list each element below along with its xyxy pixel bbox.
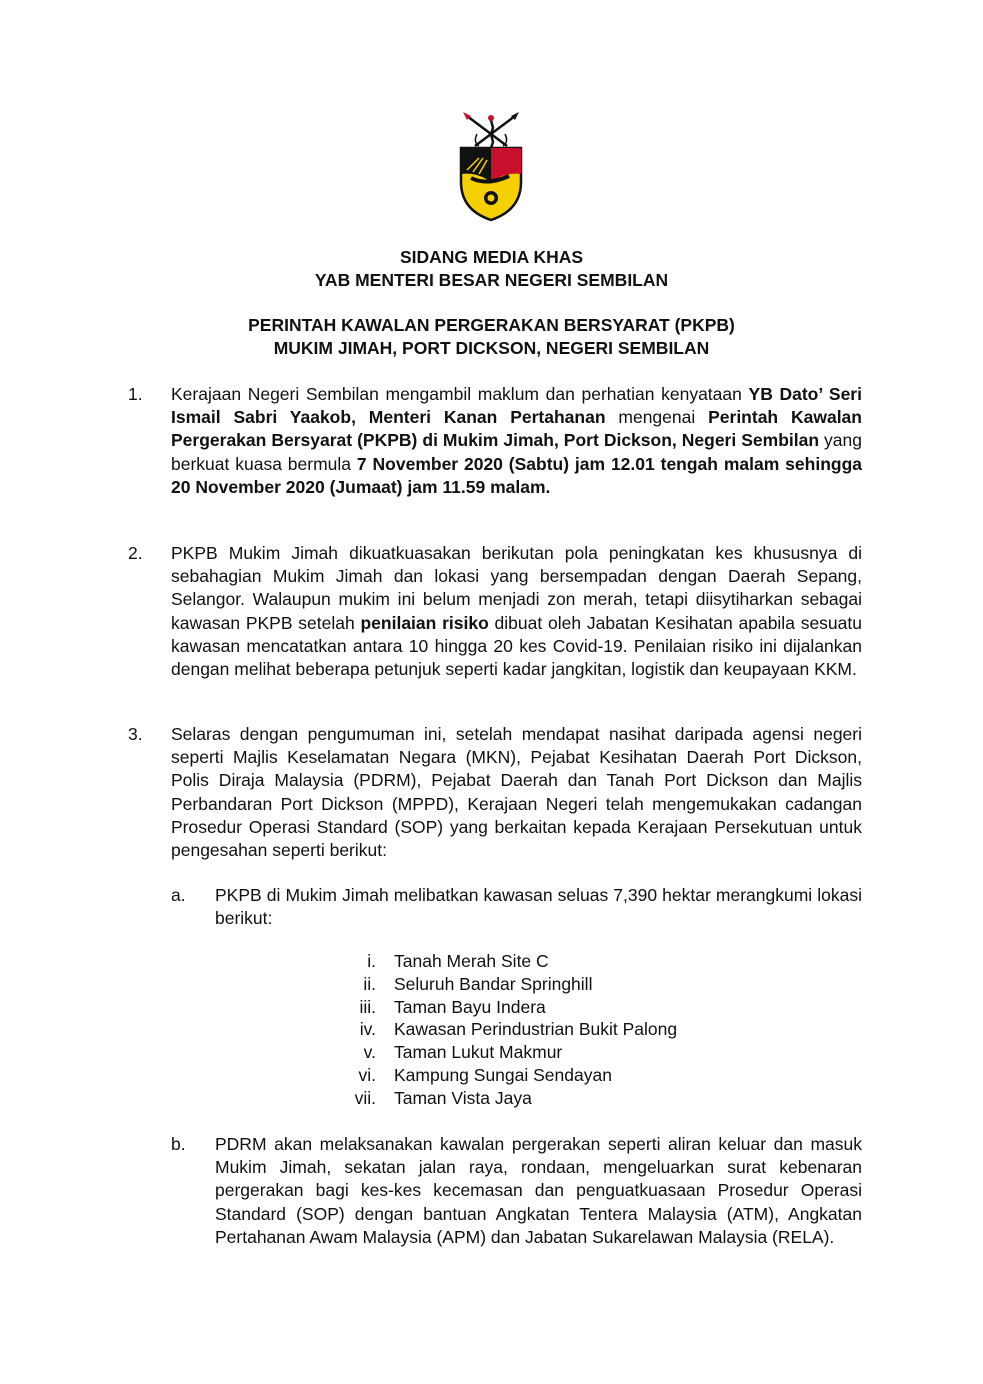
paragraph-3-number: 3. <box>128 724 143 744</box>
subitem-b-text: PDRM akan melaksanakan kawalan pergerakan seperti aliran keluar dan masuk Mukim Jimah, sekatan jalan raya, rondaan, mengeluarkan surat kebenaran pergerakan bagi kes-kes kecemasan dan penguatkuasaan Prosedur Operasi Standard (SOP) dengan bantuan Angkatan Tentera Malaysia (ATM), Angkatan Pertahanan Awam Malaysia (APM) dan Jabatan Sukarelawan Malaysia (RELA). <box>215 1134 862 1247</box>
subitem-a-text: PKPB di Mukim Jimah melibatkan kawasan seluas 7,390 hektar merangkumi lokasi berikut: <box>215 885 862 929</box>
list-item <box>330 996 830 1019</box>
paragraph-2-text-b: dibuat oleh Jabatan Kesihatan apabila sesuatu kawasan mencatatkan antara 10 hingga 20 kes Covid-19. Penilaian risiko ini dijalankan dengan melihat beberapa petunjuk seperti kadar jangkitan, logistik dan keupayaan KKM. <box>171 612 862 680</box>
list-item-number: ii. <box>363 973 376 994</box>
subitem-a-label: a. <box>171 885 186 905</box>
paragraph-1-bold-b: Perintah Kawalan Pergerakan Bersyarat (PKPB) di Mukim Jimah, Port Dickson, Negeri Sembilan <box>171 407 862 451</box>
title-line-2: YAB MENTERI BESAR NEGERI SEMBILAN <box>314 270 669 290</box>
list-item-label: Taman Bayu Indera <box>394 996 546 1017</box>
list-item-label: Kampung Sungai Sendayan <box>394 1064 612 1085</box>
paragraph-1-text-a: Kerajaan Negeri Sembilan mengambil maklum dan perhatian kenyataan <box>171 384 749 404</box>
location-list <box>330 950 830 1110</box>
list-item-label: Taman Vista Jaya <box>394 1087 532 1108</box>
list-item-label: Tanah Merah Site C <box>394 951 549 971</box>
subitem-b-label: b. <box>171 1134 186 1154</box>
list-item <box>330 1018 830 1041</box>
paragraph-1-text-c: yang berkuat kuasa bermula <box>171 430 863 474</box>
list-item-number: vi. <box>358 1064 376 1085</box>
list-item <box>330 1087 830 1110</box>
paragraph-3: Selaras dengan pengumuman ini, setelah mendapat nasihat daripada agensi negeri seperti Majlis Keselamatan Negara (MKN), Pejabat Kesihatan Daerah Port Dickson, Polis Diraja Malaysia (PDRM), Pejabat Daerah dan Tanah Port Dickson dan Majlis Perbandaran Port Dickson (MPPD), Kerajaan Negeri telah mengemukakan cadangan Prosedur Operasi Standard (SOP) yang berkaitan kepada Kerajaan Persekutuan untuk pengesahan seperti berikut: <box>171 724 862 861</box>
subtitle-block <box>0 314 983 360</box>
paragraph-2-text-a: PKPB Mukim Jimah dikuatkuasakan berikutan pola peningkatan kes khususnya di sebahagian Mukim Jimah dan lokasi yang bersempadan dengan Daerah Sepang, Selangor. Walaupun mukim ini belum menjadi zon merah, tetapi diisytiharkan sebagai kawasan PKPB setelah <box>171 543 862 633</box>
paragraph-1-text-b: mengenai <box>605 407 709 428</box>
list-item <box>330 1064 830 1087</box>
subtitle-line-2: MUKIM JIMAH, PORT DICKSON, NEGERI SEMBILAN <box>273 338 710 358</box>
paragraph-2-bold-a: penilaian risiko <box>360 612 489 633</box>
list-item <box>330 950 830 973</box>
list-item <box>330 973 830 996</box>
list-item <box>330 1041 830 1064</box>
title-block <box>0 246 983 292</box>
subtitle-line-1: PERINTAH KAWALAN PERGERAKAN BERSYARAT (PKPB) <box>248 315 735 335</box>
title-line-1: SIDANG MEDIA KHAS <box>399 247 584 267</box>
paragraph-1-number: 1. <box>128 384 143 404</box>
list-item-label: Taman Lukut Makmur <box>394 1042 563 1063</box>
list-item-number: v. <box>363 1042 376 1063</box>
paragraph-1-bold-a: YB Dato’ Seri Ismail Sabri Yaakob, Menteri Kanan Pertahanan <box>171 384 862 428</box>
list-item-number: vii. <box>354 1087 376 1108</box>
list-item-number: iv. <box>359 1019 376 1040</box>
state-crest-icon <box>457 112 525 222</box>
list-item-label: Seluruh Bandar Springhill <box>394 973 593 994</box>
paragraph-1-bold-c: 7 November 2020 (Sabtu) jam 12.01 tengah malam sehingga 20 November 2020 (Jumaat) jam 11.59 malam. <box>171 453 862 497</box>
paragraph-2-number: 2. <box>128 543 143 563</box>
list-item-label: Kawasan Perindustrian Bukit Palong <box>394 1019 678 1040</box>
list-item-number: i. <box>367 951 376 971</box>
list-item-number: iii. <box>359 996 376 1017</box>
paragraph-2 <box>171 542 862 681</box>
paragraph-1 <box>171 383 862 499</box>
